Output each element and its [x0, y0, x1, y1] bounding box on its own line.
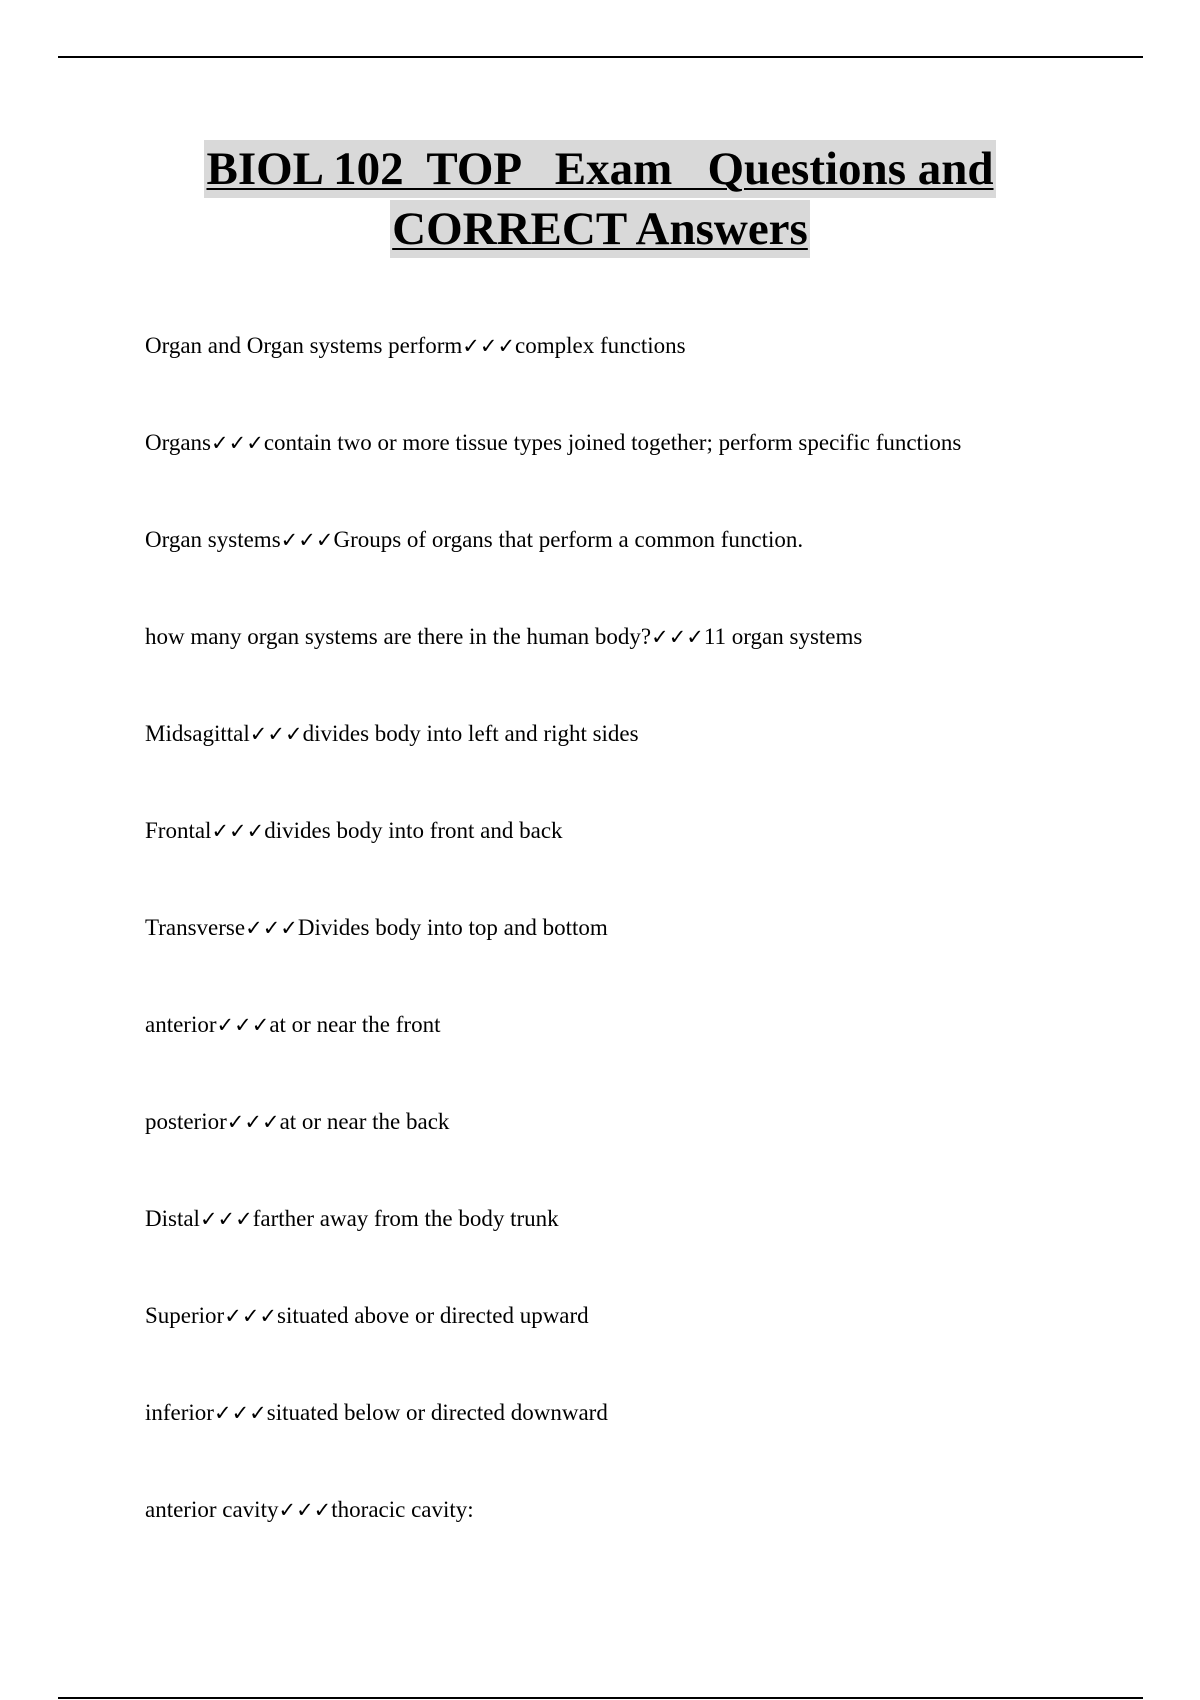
page-title [0, 140, 1200, 258]
qa-answer: Divides body into top and bottom [297, 915, 608, 940]
qa-item [145, 1199, 1145, 1296]
qa-answer: farther away from the body trunk [252, 1206, 559, 1231]
qa-term: how many organ systems are there in the human body? [145, 624, 652, 649]
qa-item [145, 714, 1145, 811]
qa-term: Distal [145, 1206, 200, 1231]
check-marks: ✓✓✓ [216, 1013, 270, 1037]
qa-term: Superior [145, 1303, 225, 1328]
check-marks: ✓✓✓ [224, 1304, 278, 1328]
qa-item [145, 811, 1145, 908]
qa-answer: Groups of organs that perform a common function. [333, 527, 804, 552]
check-marks: ✓✓✓ [199, 1207, 253, 1231]
qa-item [145, 423, 1145, 520]
qa-answer: at or near the front [269, 1012, 441, 1037]
qa-answer: at or near the back [279, 1109, 450, 1134]
check-marks: ✓✓✓ [245, 916, 298, 940]
qa-answer: 11 organ systems [703, 624, 863, 649]
qa-answer: divides body into left and right sides [302, 721, 639, 746]
qa-answer: situated below or directed downward [266, 1400, 608, 1425]
qa-item [145, 520, 1145, 617]
qa-term: Transverse [145, 915, 246, 940]
qa-answer: complex functions [515, 333, 686, 358]
qa-item [145, 1102, 1145, 1199]
check-marks: ✓✓✓ [213, 1401, 267, 1425]
bottom-rule [58, 1697, 1143, 1699]
check-marks: ✓✓✓ [211, 819, 265, 843]
qa-term: Organ systems [145, 527, 281, 552]
qa-answer: divides body into front and back [264, 818, 563, 843]
top-rule [58, 56, 1143, 58]
check-marks: ✓✓✓ [211, 431, 264, 455]
qa-item [145, 1005, 1145, 1102]
qa-answer: situated above or directed upward [277, 1303, 589, 1328]
qa-answer: thoracic cavity: [331, 1497, 474, 1522]
qa-item [145, 326, 1145, 423]
qa-item [145, 1393, 1145, 1490]
qa-term: Organs [145, 430, 212, 455]
check-marks: ✓✓✓ [226, 1110, 280, 1134]
qa-item [145, 1296, 1145, 1393]
qa-term: inferior [145, 1400, 214, 1425]
qa-term: Midsagittal [145, 721, 250, 746]
title-line-2: CORRECT Answers [390, 200, 810, 258]
qa-term: anterior [145, 1012, 217, 1037]
check-marks: ✓✓✓ [249, 722, 303, 746]
qa-item [145, 1490, 1145, 1587]
qa-item [145, 617, 1145, 714]
qa-list [145, 326, 1145, 1587]
qa-term: Frontal [145, 818, 212, 843]
qa-answer: contain two or more tissue types joined together; perform specific functions [263, 430, 962, 455]
check-marks: ✓✓✓ [278, 1498, 332, 1522]
qa-term: anterior cavity [145, 1497, 279, 1522]
check-marks: ✓✓✓ [462, 334, 516, 358]
qa-item [145, 908, 1145, 1005]
check-marks: ✓✓✓ [651, 625, 704, 649]
check-marks: ✓✓✓ [280, 528, 334, 552]
qa-term: posterior [145, 1109, 227, 1134]
qa-term: Organ and Organ systems perform [145, 333, 463, 358]
title-line-1: BIOL 102 TOP Exam Questions and [204, 140, 995, 198]
